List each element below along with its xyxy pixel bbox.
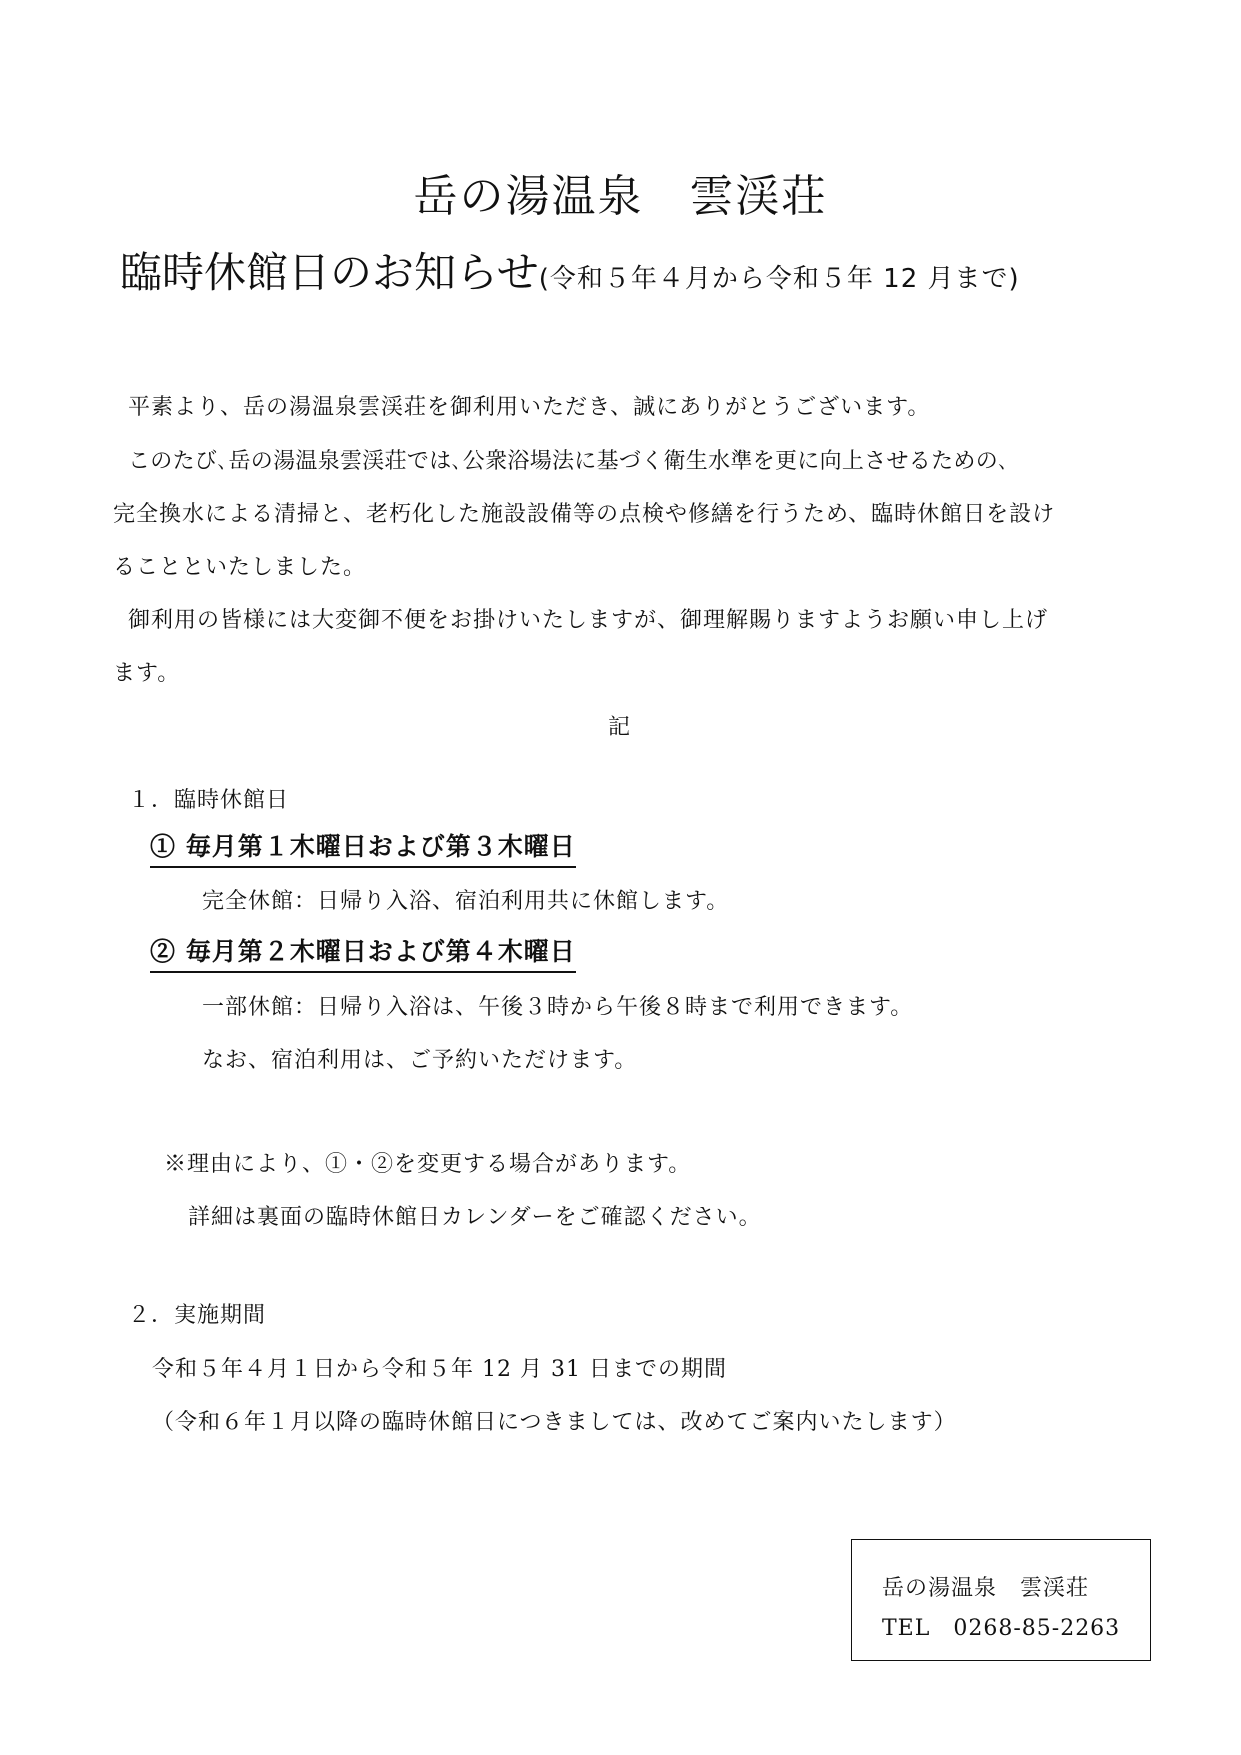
intro-line-2: このたび､岳の湯温泉雲渓荘では､公衆浴場法に基づく衛生水準を更に向上させるための､	[128, 449, 1010, 474]
contact-box	[851, 1539, 1151, 1661]
notice-title-main: 臨時休館日のお知らせ	[120, 248, 539, 297]
section2-heading: ２．実施期間	[128, 1303, 267, 1328]
intro-line-1: 平素より、岳の湯温泉雲渓荘を御利用いただき、誠にありがとうございます。	[128, 395, 931, 420]
section2-note: （令和６年１月以降の臨時休館日につきましては、改めてご案内いたします）	[152, 1410, 957, 1435]
intro-line-4: ることといたしました。	[113, 555, 367, 580]
notice-period: (令和５年４月から令和５年 12 月まで)	[538, 264, 1020, 294]
section1-heading: １．臨時休館日	[128, 788, 290, 813]
intro-line-5: 御利用の皆様には大変御不便をお掛けいたしますが、御理解賜りますようお願い申し上げ	[128, 608, 1049, 633]
section1-item2-desc2: なお、宿泊利用は、ご予約いただけます。	[202, 1048, 638, 1073]
notice-title	[120, 240, 1020, 300]
section1-item1-title: ① 毎月第１木曜日および第３木曜日	[150, 827, 576, 868]
contact-tel: TEL 0268-85-2263	[882, 1616, 1121, 1641]
section2-period: 令和５年４月１日から令和５年 12 月 31 日までの期間	[152, 1357, 727, 1382]
section1-item1-desc: 完全休館：日帰り入浴、宿泊利用共に休館します。	[202, 889, 730, 914]
contact-name: 岳の湯温泉 雲渓荘	[882, 1576, 1090, 1601]
intro-line-6: ます。	[113, 661, 181, 686]
section1-note-2: 詳細は裏面の臨時休館日カレンダーをご確認ください。	[188, 1205, 762, 1230]
section1-note-1: ※理由により、①・②を変更する場合があります。	[164, 1152, 692, 1177]
ki-mark: 記	[608, 715, 632, 740]
intro-line-3: 完全換水による清掃と、老朽化した施設設備等の点検や修繕を行うため、臨時休館日を設け	[113, 502, 1056, 527]
section1-item2-desc1: 一部休館：日帰り入浴は、午後３時から午後８時まで利用できます。	[202, 995, 914, 1020]
section1-item2-title: ② 毎月第２木曜日および第４木曜日	[150, 932, 576, 973]
facility-title: 岳の湯温泉 雲渓荘	[413, 171, 828, 222]
